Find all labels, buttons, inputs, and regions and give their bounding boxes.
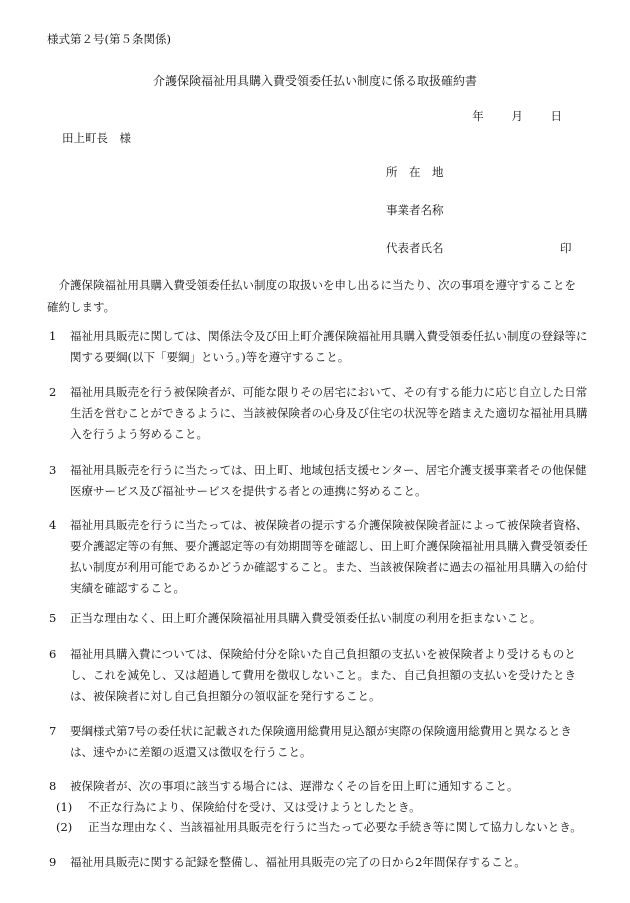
- clause-text: 福祉用具販売を行う被保険者が、可能な限りその居宅において、その有する能力に応じ自立した日常生活を営むことができるように、当該被保険者の心身及び住宅の状況等を踏まえた適切な福祉用具購入を行うよう努めること。: [70, 385, 588, 441]
- clause-1: [47, 326, 592, 368]
- clause-text: 福祉用具販売に関する記録を整備し、福祉用具販売の完了の日から2年間保存すること。: [70, 855, 526, 869]
- clause-text: 被保険者が、次の事項に該当する場合には、遅滞なくその旨を田上町に通知すること。: [70, 779, 519, 793]
- subclause-1: [56, 797, 596, 817]
- form-number: 様式第２号(第５条関係): [47, 32, 171, 46]
- clause-text: 福祉用具販売を行うに当たっては、被保険者の提示する介護保険被保険者証によって被保険者資格、要介護認定等の有無、要介護認定等の有効期間等を確認し、田上町介護保険福祉用具購入費受領委任払い制度が利用可能であるかどうか確認すること。また、当該被保険者に過去の福祉用具購入の給付実績を確認すること。: [70, 518, 588, 595]
- date-year: 年: [472, 109, 484, 123]
- subclause-text: 不正な行為により、保険給付を受け、又は受けようとしたとき。: [88, 800, 421, 814]
- clause-text: 正当な理由なく、田上町介護保険福祉用具購入費受領委任払い制度の利用を拒まないこと。: [70, 611, 542, 625]
- addressee: 田上町長 様: [62, 131, 131, 145]
- subclause-text: 正当な理由なく、当該福祉用具販売を行うに当たって必要な手続き等に関して協力しないとき。: [88, 820, 582, 834]
- clause-text: 福祉用具販売に関しては、関係法令及び田上町介護保険福祉用具購入費受領委任払い制度の登録等に関する要綱(以下「要綱」という。)等を遵守すること。: [70, 329, 588, 364]
- clause-text: 福祉用具購入費については、保険給付分を除いた自己負担額の支払いを被保険者より受けるものとし、これを減免し、又は超過して費用を徴収しないこと。また、自己負担額の支払いを受けたときは、被保険者に対し自己負担額分の領収証を発行すること。: [70, 647, 576, 703]
- business-name-label: 事業者名称: [386, 203, 444, 217]
- representative-label: 代表者氏名: [386, 241, 444, 255]
- date-month: 月: [511, 109, 523, 123]
- subclause-number: (2): [56, 820, 73, 834]
- clause-text: 要綱様式第7号の委任状に記載された保険適用総費用見込額が実際の保険適用総費用と異なるときは、速やかに差額の返還又は徴収を行うこと。: [70, 724, 572, 759]
- seal-mark: 印: [560, 241, 572, 255]
- clause-number: 3: [49, 463, 57, 477]
- clause-number: 9: [49, 855, 57, 869]
- clause-5: [47, 608, 592, 629]
- clause-7: [47, 721, 592, 763]
- clause-3: [47, 460, 592, 502]
- clause-number: 8: [49, 779, 57, 793]
- date-day: 日: [550, 109, 562, 123]
- clause-number: 1: [49, 329, 57, 343]
- clause-number: 4: [49, 518, 57, 532]
- subclause-2: [56, 817, 596, 837]
- clause-number: 5: [49, 611, 57, 625]
- clause-8: [47, 776, 592, 797]
- clause-6: [47, 644, 592, 707]
- intro-paragraph: 介護保険福祉用具購入費受領委任払い制度の取扱いを申し出るに当たり、次の事項を遵守することを確約します。: [47, 278, 576, 314]
- address-label: 所 在 地: [386, 165, 444, 179]
- clause-number: 6: [49, 647, 57, 661]
- clause-9: [47, 852, 592, 873]
- subclause-number: (1): [56, 800, 73, 814]
- clause-2: [47, 382, 592, 445]
- clause-number: 7: [49, 724, 57, 738]
- clause-4: [47, 515, 592, 599]
- date-line: [448, 108, 562, 124]
- clause-number: 2: [49, 385, 57, 399]
- document-title: 介護保険福祉用具購入費受領委任払い制度に係る取扱確約書: [152, 74, 477, 88]
- clause-text: 福祉用具販売を行うに当たっては、田上町、地域包括支援センター、居宅介護支援事業者その他保健医療サービス及び福祉サービスを提供する者との連携に努めること。: [70, 463, 587, 498]
